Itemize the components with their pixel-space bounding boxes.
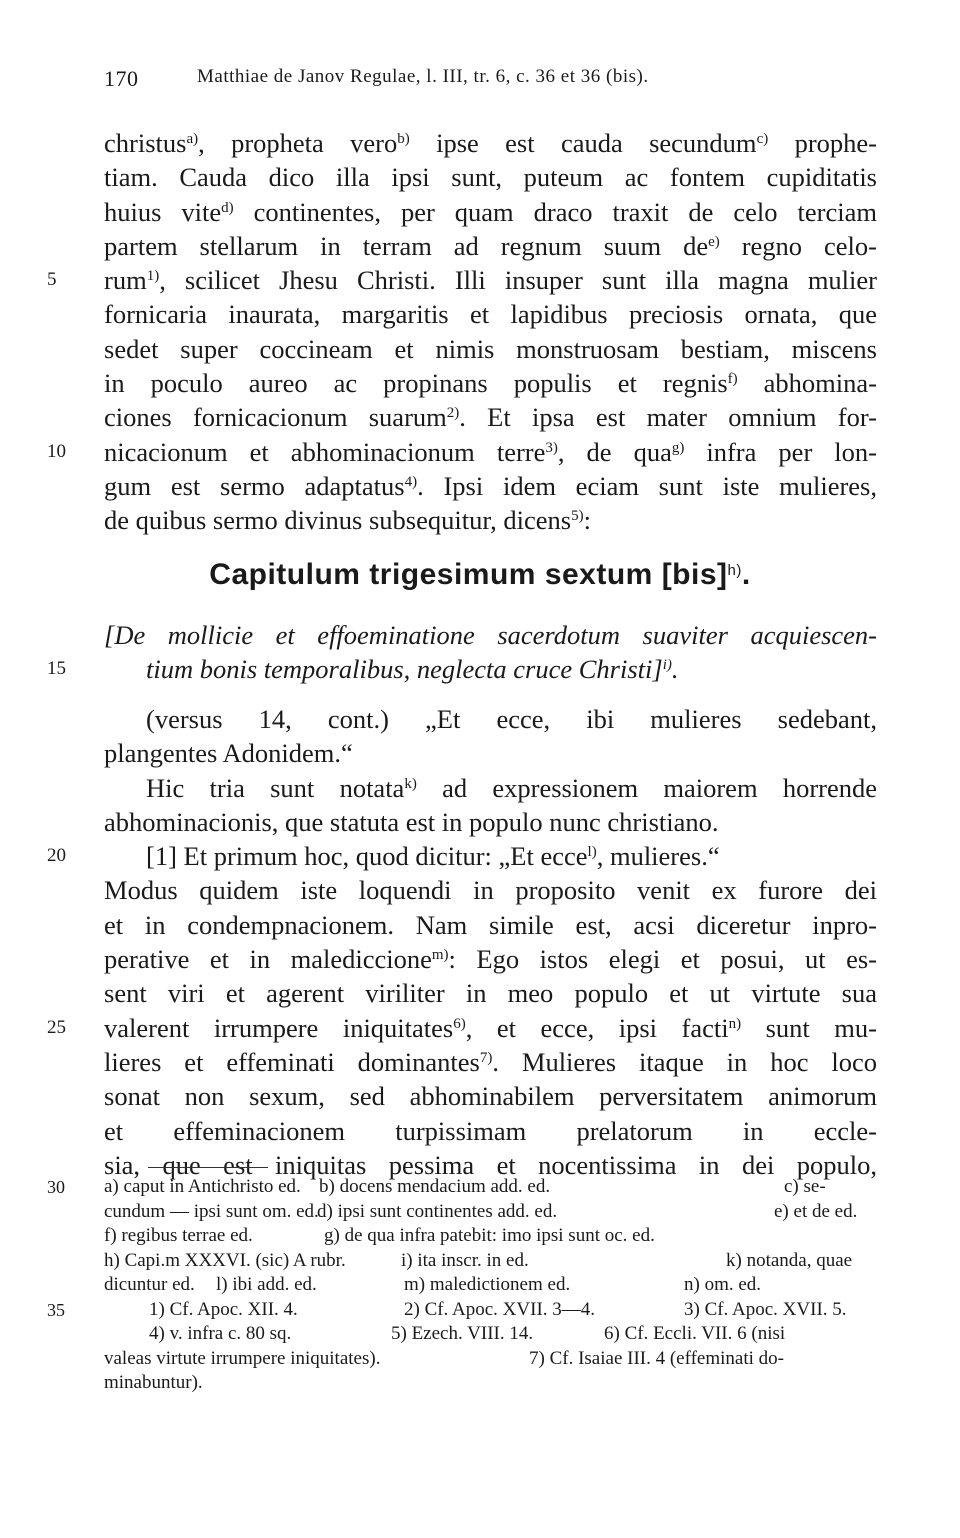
text-line: [0, 839, 960, 873]
text-line: [0, 1079, 960, 1113]
line-text: et in condempnacionem. Nam simile est, acsi diceretur inpro-: [104, 909, 877, 940]
footnotes: [0, 1175, 960, 1396]
line-number: 20: [47, 845, 66, 867]
line-text: fornicaria inaurata, margaritis et lapidibus preciosis ornata, que: [104, 299, 877, 330]
note-marker: m): [431, 947, 449, 964]
text-line: [0, 503, 960, 537]
line-text: christus$^{a)}$, propheta vero$^{b)}$ ipse est cauda secundum$^{c)}$ prophe-: [104, 128, 877, 158]
chapter-title: Capitulum trigesimum sextum [bis]: [209, 558, 728, 591]
line-text: nicacionum et abhominacionum terre$^{3)}$, de qua$^{g)}$ infra per lon-: [104, 436, 877, 467]
line-text: valerent irrumpere iniquitates$^{6)}$, et ecce, ipsi facti$^{n)}$ sunt mu-: [104, 1012, 877, 1043]
footnote-entry: m) maledictionem ed.: [404, 1274, 571, 1295]
footnote-entry: c) se-: [784, 1176, 826, 1197]
footnote-entry: dicuntur ed.: [104, 1274, 195, 1295]
line-number: 5: [47, 269, 57, 291]
footnote-entry: 6) Cf. Eccli. VII. 6 (nisi: [604, 1323, 786, 1344]
footnote-entry: i) ita inscr. in ed.: [401, 1249, 529, 1271]
note-marker: 5): [571, 508, 584, 525]
text-line: [0, 297, 960, 331]
text-line: [0, 976, 960, 1010]
footnote-line: [0, 1273, 960, 1298]
note-marker: i): [662, 657, 672, 674]
text-line: [0, 435, 960, 469]
footnote-line: [0, 1347, 960, 1372]
page-number: 170: [104, 66, 139, 91]
chapter-heading: [0, 558, 960, 592]
text-line: [0, 1045, 960, 1079]
text-line: [0, 1114, 960, 1148]
rubric-lines: [0, 618, 960, 687]
line-text: Modus quidem iste loquendi in proposito venit ex furore dei: [104, 875, 877, 906]
line-text: perative et in malediccione$^{m)}$: Ego istos elegi et posui, ut es-: [104, 944, 877, 975]
line-text: [De mollicie et effoeminatione sacerdotum suaviter acquiescen-: [104, 620, 877, 650]
line-text: sedet super coccineam et nimis monstruosam bestiam, miscens: [104, 333, 877, 364]
footnote-line: [0, 1371, 960, 1396]
line-text: de quibus sermo divinus subsequitur, dicens$^{5)}$:: [104, 505, 591, 536]
footnote-lines: [0, 1175, 960, 1396]
line-text: plangentes Adonidem.“: [104, 738, 353, 769]
footnote-entry: 4) v. infra c. 80 sq.: [149, 1323, 292, 1344]
chapter-note-marker: h): [727, 562, 742, 579]
text-line: [0, 1011, 960, 1045]
note-marker: k): [404, 775, 417, 792]
note-marker: n): [728, 1015, 742, 1032]
main-text: [0, 126, 960, 538]
note-marker: d): [221, 199, 234, 216]
footnote-line: [0, 1200, 960, 1225]
line-text: et effeminacionem turpissimam prelatorum in eccle-: [104, 1115, 877, 1146]
text-line: [0, 618, 960, 652]
chapter-title-tail: .: [741, 558, 751, 591]
text-line: [0, 702, 960, 736]
line-text: (versus 14, cont.) „Et ecce, ibi mulieres sedebant,: [146, 704, 877, 734]
footnote-entry: cundum — ipsi sunt om. ed.: [104, 1200, 319, 1222]
text-line: [0, 873, 960, 907]
note-marker: c): [756, 131, 769, 147]
note-marker: 6): [453, 1015, 466, 1032]
text-line: [0, 469, 960, 503]
footnote-line: [0, 1298, 960, 1323]
text-line: [0, 229, 960, 263]
line-number: 10: [47, 440, 66, 462]
footnote-entry: 5) Ezech. VIII. 14.: [391, 1323, 534, 1344]
text-line: [0, 805, 960, 839]
note-marker: 1): [146, 268, 160, 285]
line-text: tium bonis temporalibus, neglecta cruce Christi]$^{i)}$.: [146, 654, 679, 685]
line-text: rum$^{1)}$, scilicet Jhesu Christi. Illi insuper sunt illa magna mulier: [104, 265, 877, 296]
footnote-entry: a) caput in Antichristo ed.: [104, 1176, 301, 1197]
text-line: [0, 736, 960, 770]
line-text: sent viri et agerent viriliter in meo populo et ut virtute sua: [104, 978, 877, 1009]
footnote-entry: valeas virtute irrumpere iniquitates).: [104, 1347, 381, 1369]
footnote-entry: l) ibi add. ed.: [216, 1274, 317, 1295]
footnote-entry: k) notanda, quae: [726, 1249, 853, 1271]
footnote-entry: e) et de ed.: [774, 1200, 858, 1222]
text-line: [0, 942, 960, 976]
line-number: 35: [47, 1299, 65, 1320]
line-text: sonat non sexum, sed abhominabilem perversitatem animorum: [104, 1081, 877, 1112]
footnote-entry: minabuntur).: [104, 1372, 203, 1393]
running-title: Matthiae de Janov Regulae, l. III, tr. 6, c. 36 et 36 (bis).: [197, 66, 649, 87]
text-line: [0, 908, 960, 942]
footnote-entry: 7) Cf. Isaiae III. 4 (effeminati do-: [529, 1347, 784, 1369]
text-line: [0, 652, 960, 686]
line-text: sia, que est iniquitas pessima et nocentissima in dei populo,: [104, 1149, 877, 1180]
footnote-line: [0, 1175, 960, 1200]
note-marker: 4): [404, 473, 418, 490]
line-text: partem stellarum in terram ad regnum suum $de^{e)}$ regno celo-: [104, 230, 877, 261]
footnote-entry: d) ipsi sunt continentes add. ed.: [317, 1200, 558, 1222]
footnote-entry: n) om. ed.: [684, 1274, 762, 1295]
footnote-entry: 2) Cf. Apoc. XVII. 3—4.: [404, 1298, 596, 1320]
text-line: [0, 771, 960, 805]
text-line: [0, 263, 960, 297]
note-marker: 2): [446, 405, 460, 422]
line-text: tiam. Cauda dico illa ipsi sunt, puteum ac fontem cupiditatis: [104, 162, 877, 193]
note-marker: 3): [545, 439, 558, 456]
line-text: Hic tria sunt notata$^{k)}$ ad expressionem maiorem horrende: [146, 772, 878, 803]
footnote-entry: 3) Cf. Apoc. XVII. 5.: [684, 1298, 847, 1320]
line-text: lieres et effeminati dominantes$^{7)}$. Mulieres itaque in hoc loco: [104, 1046, 877, 1077]
note-marker: a): [186, 131, 199, 147]
footnote-rule: [148, 1167, 268, 1168]
line-text: gum est sermo adaptatus$^{4)}$. Ipsi idem eciam sunt iste mulieres,: [104, 470, 877, 501]
footnote-line: [0, 1224, 960, 1249]
text-line: [0, 332, 960, 366]
footnote-line: [0, 1322, 960, 1347]
footnote-entry: f) regibus terrae ed.: [104, 1225, 253, 1246]
note-marker: g): [671, 439, 685, 456]
note-marker: 7): [479, 1049, 493, 1066]
text-block-1: [0, 126, 960, 538]
text-block-2: [0, 702, 960, 1182]
footnote-entry: h) Capi.m XXXVI. (sic) A rubr.: [104, 1249, 346, 1271]
text-line: [0, 126, 960, 160]
note-marker: f): [727, 371, 738, 388]
main-text-2: [0, 702, 960, 1182]
footnote-entry: b) docens mendacium add. ed.: [319, 1176, 551, 1197]
line-text: huius vite$^{d)}$ continentes, per quam draco traxit de celo terciam: [104, 196, 877, 227]
line-text: abhominacionis, que statuta est in populo nunc christiano.: [104, 806, 719, 837]
footnote-entry: 1) Cf. Apoc. XII. 4.: [149, 1298, 298, 1320]
rubric-block: [0, 618, 960, 687]
text-line: [0, 400, 960, 434]
text-line: [0, 195, 960, 229]
note-marker: b): [397, 131, 410, 147]
note-marker: l): [587, 844, 597, 861]
line-number: 30: [47, 1177, 65, 1197]
text-line: [0, 160, 960, 194]
line-number: 15: [47, 658, 66, 680]
note-marker: e): [708, 233, 720, 250]
line-text: ciones fornicacionum suarum$^{2)}$. Et ipsa est mater omnium for-: [104, 402, 878, 433]
line-text: in poculo aureo ac propinans populis et regnis$^{f)}$ abhomina-: [104, 368, 877, 399]
line-number: 25: [47, 1016, 66, 1038]
line-text: [1] Et primum hoc, quod dicitur: „Et ecce$^{l)}$, mulieres.“: [146, 841, 720, 872]
footnote-entry: g) de qua infra patebit: imo ipsi sunt oc. ed.: [324, 1225, 655, 1246]
footnote-line: [0, 1249, 960, 1274]
text-line: [0, 366, 960, 400]
